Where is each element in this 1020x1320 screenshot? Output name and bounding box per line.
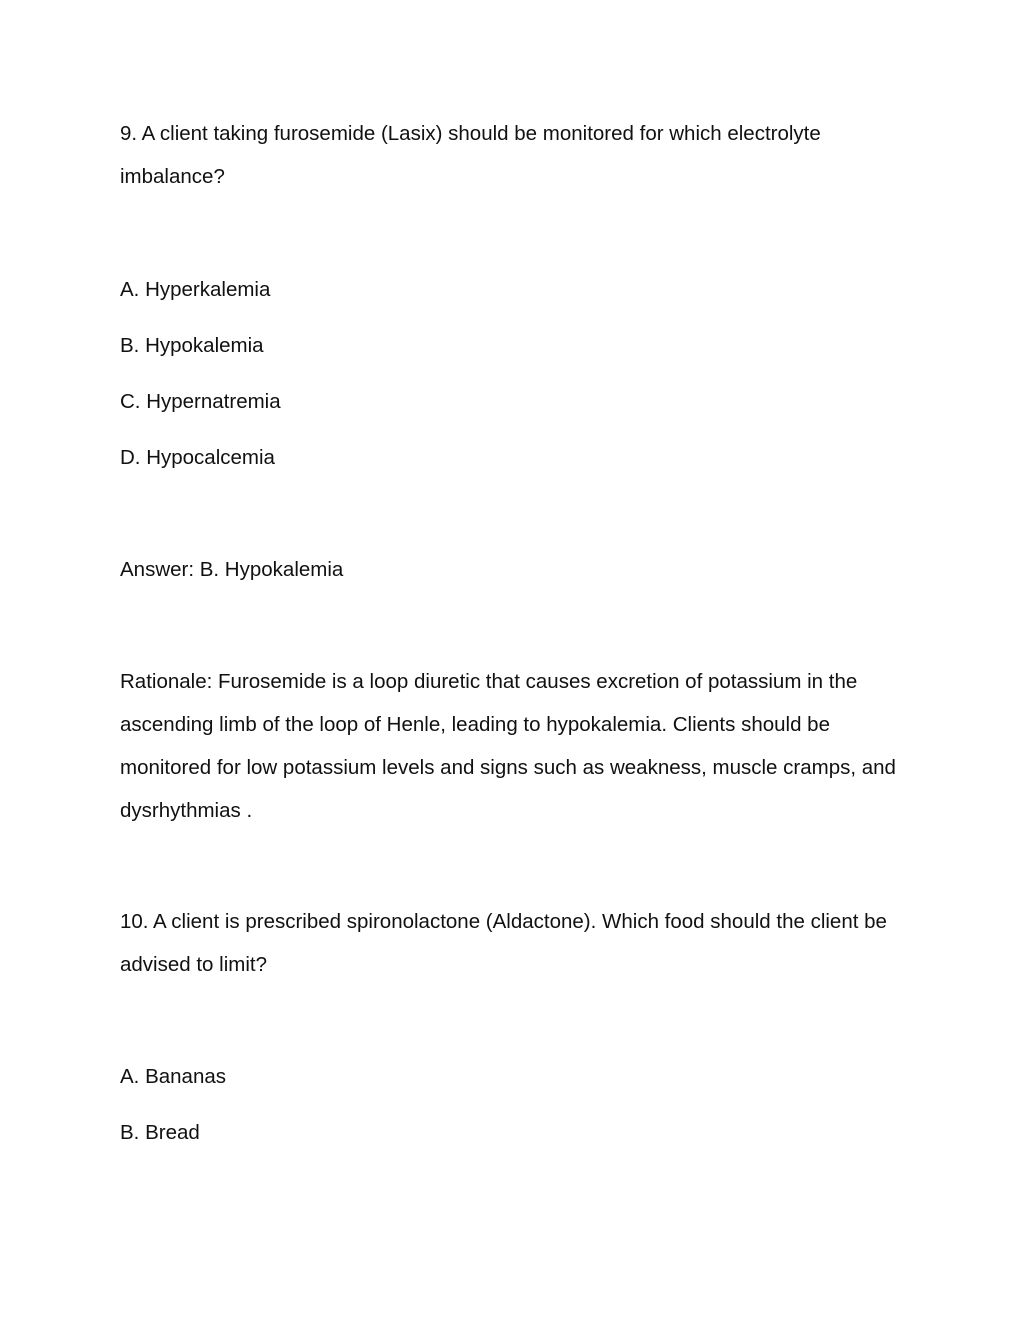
question-9-rationale: Rationale: Furosemide is a loop diuretic that causes excretion of potassium in the ascending limb of the loop of Henle, leading to hypokalemia. Clients should be monitored for low potassium levels and signs such as weakness, muscle cramps, and dysrhythmias . [120,670,896,822]
question-9-option-d: D. Hypocalcemia [120,446,275,469]
question-9-option-c: C. Hypernatremia [120,390,281,413]
question-9-answer: Answer: B. Hypokalemia [120,558,344,581]
question-10-option-a: A. Bananas [120,1065,226,1088]
question-9-prompt: 9. A client taking furosemide (Lasix) should be monitored for which electrolyte imbalance? [120,122,821,188]
question-10-option-b: B. Bread [120,1121,200,1144]
question-9-option-b: B. Hypokalemia [120,334,264,357]
question-10-prompt: 10. A client is prescribed spironolactone (Aldactone). Which food should the client be advised to limit? [120,910,887,976]
question-9-option-a: A. Hyperkalemia [120,278,271,301]
